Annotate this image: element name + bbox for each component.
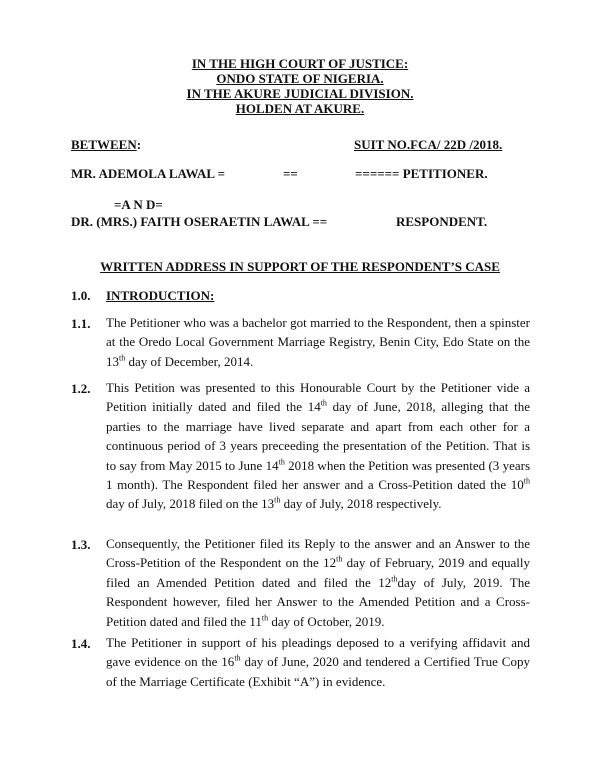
court-heading-line-1: IN THE HIGH COURT OF JUSTICE: — [191, 56, 409, 71]
and-separator: =A N D= — [114, 197, 163, 212]
ordinal-suffix: th — [320, 399, 327, 409]
paragraph-1-1 — [106, 313, 530, 371]
petitioner-role: ====== PETITIONER. — [355, 166, 488, 181]
ordinal-suffix: th — [119, 353, 126, 363]
respondent-name: DR. (MRS.) FAITH OSERAETIN LAWAL == — [71, 214, 328, 229]
court-heading-line-2: ONDO STATE OF NIGERIA. — [216, 71, 384, 86]
ordinal-suffix: th — [261, 613, 269, 623]
section-title: INTRODUCTION: — [106, 288, 215, 303]
respondent-role: RESPONDENT. — [396, 214, 488, 229]
paragraph-text: Consequently, the Petitioner filed its Reply to the answer and an Answer to the Cross-Petition of the Respondent on the 12 — [106, 536, 530, 571]
ordinal-suffix: th — [336, 555, 343, 565]
ordinal-suffix: th — [523, 476, 530, 486]
paragraph-text: day of July, 2018 respectively. — [280, 496, 442, 512]
paragraph-text: 2018 when the Petition was presented (3 years 1 month). The Respondent filed her answer and a Cross-Petition dated the 10 — [106, 457, 531, 493]
paragraph-text: day of July, 2018 filed on the 13 — [106, 496, 275, 512]
paragraph-number: 1.1. — [71, 316, 91, 331]
paragraph-1-2 — [106, 378, 530, 514]
paragraph-number: 1.2. — [71, 381, 91, 396]
paragraph-1-3 — [106, 534, 530, 631]
between-colon: : — [136, 137, 142, 152]
paragraph-text: day of June, 2020 and tendered a Certified True Copy of the Marriage Certificate (Exhibit “A”) in evidence. — [106, 654, 530, 689]
court-heading-line-4: HOLDEN AT AKURE. — [235, 101, 365, 116]
document-title: WRITTEN ADDRESS IN SUPPORT OF THE RESPONDENT’S CASE — [100, 259, 500, 274]
ordinal-suffix: th — [274, 496, 281, 506]
paragraph-text: The Petitioner in support of his pleadings deposed to a verifying affidavit and gave evidence on the 16 — [106, 635, 530, 670]
suit-number: SUIT NO.FCA/ 22D /2018. — [354, 137, 503, 152]
between-row — [71, 137, 141, 152]
between-label: BETWEEN — [71, 137, 137, 152]
court-heading-line-3: IN THE AKURE JUDICIAL DIVISION. — [186, 86, 414, 101]
paragraph-text: day of February, 2019 and equally filed an Amended Petition dated and filed the 12 — [106, 555, 531, 590]
paragraph-text: The Petitioner who was a bachelor got married to the Respondent, then a spinster at the Oredo Local Government Marriage Registry, Benin City, Edo State on the 13 — [106, 315, 530, 369]
petitioner-separator: == — [283, 166, 298, 181]
paragraph-text: day of December, 2014. — [125, 353, 254, 369]
petitioner-name: MR. ADEMOLA LAWAL = — [71, 166, 226, 181]
paragraph-text: day of July, 2019. The Respondent however, filed her Answer to the Amended Petition and a Cross-Petition dated and filed the 11 — [106, 574, 530, 629]
paragraph-number: 1.3. — [71, 537, 91, 552]
ordinal-suffix: th — [278, 457, 285, 467]
ordinal-suffix: th — [234, 654, 241, 664]
ordinal-suffix: th — [391, 574, 398, 584]
paragraph-text: day of June, 2018, alleging that the parties to the marriage have lived separate and apart from each other for a continuous period of 3 years preceeding the presentation of the Petition. That is to say from May 2015 to June 14 — [106, 399, 530, 473]
section-number: 1.0. — [71, 288, 91, 303]
paragraph-1-4 — [106, 633, 530, 691]
paragraph-text: This Petition was presented to this Honourable Court by the Petitioner vide a Petition initially dated and filed the 14 — [106, 380, 530, 415]
paragraph-text: day of October, 2019. — [268, 613, 385, 629]
paragraph-number: 1.4. — [71, 636, 91, 651]
